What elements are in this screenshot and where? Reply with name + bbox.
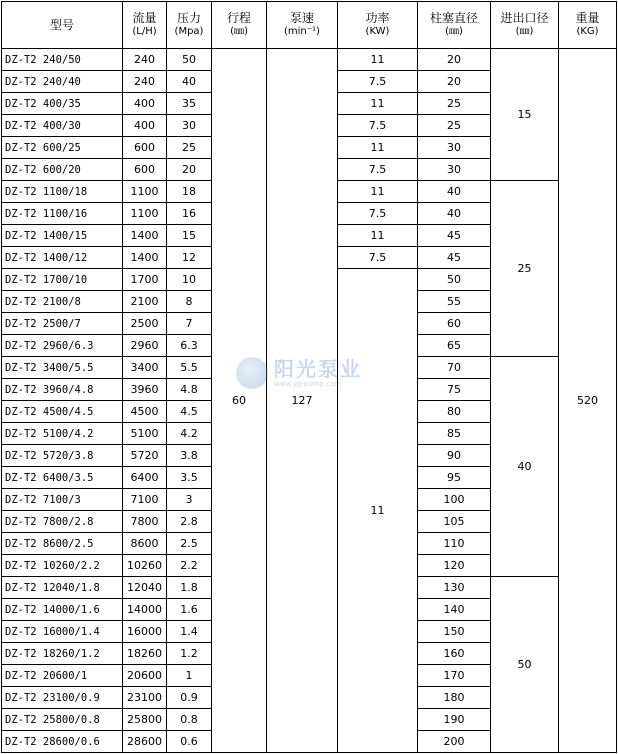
plunger-cell: 130 xyxy=(418,577,491,599)
pressure-cell: 2.5 xyxy=(167,533,212,555)
plunger-cell: 25 xyxy=(418,115,491,137)
pressure-cell: 0.8 xyxy=(167,709,212,731)
model-cell: DZ-T2 23100/0.9 xyxy=(2,687,123,709)
model-cell: DZ-T2 6400/3.5 xyxy=(2,467,123,489)
model-cell: DZ-T2 600/20 xyxy=(2,159,123,181)
pressure-cell: 1.6 xyxy=(167,599,212,621)
power-cell: 11 xyxy=(338,93,418,115)
model-cell: DZ-T2 28600/0.6 xyxy=(2,731,123,753)
model-cell: DZ-T2 25800/0.8 xyxy=(2,709,123,731)
flow-cell: 3960 xyxy=(123,379,167,401)
power-cell: 7.5 xyxy=(338,203,418,225)
model-cell: DZ-T2 1400/15 xyxy=(2,225,123,247)
plunger-cell: 25 xyxy=(418,93,491,115)
power-cell: 7.5 xyxy=(338,247,418,269)
model-cell: DZ-T2 14000/1.6 xyxy=(2,599,123,621)
flow-cell: 10260 xyxy=(123,555,167,577)
pressure-cell: 0.9 xyxy=(167,687,212,709)
flow-cell: 240 xyxy=(123,49,167,71)
flow-cell: 18260 xyxy=(123,643,167,665)
model-cell: DZ-T2 600/25 xyxy=(2,137,123,159)
header-stroke: 行程 (㎜) xyxy=(212,2,267,49)
model-cell: DZ-T2 5100/4.2 xyxy=(2,423,123,445)
pressure-cell: 6.3 xyxy=(167,335,212,357)
flow-cell: 1100 xyxy=(123,203,167,225)
power-cell: 11 xyxy=(338,225,418,247)
pressure-cell: 16 xyxy=(167,203,212,225)
plunger-cell: 180 xyxy=(418,687,491,709)
pressure-cell: 12 xyxy=(167,247,212,269)
plunger-cell: 55 xyxy=(418,291,491,313)
table-row xyxy=(2,49,617,71)
flow-cell: 2100 xyxy=(123,291,167,313)
table-body xyxy=(2,49,617,753)
power-cell: 11 xyxy=(338,181,418,203)
plunger-cell: 85 xyxy=(418,423,491,445)
pressure-cell: 15 xyxy=(167,225,212,247)
pressure-cell: 8 xyxy=(167,291,212,313)
flow-cell: 1400 xyxy=(123,247,167,269)
pressure-cell: 0.6 xyxy=(167,731,212,753)
plunger-cell: 110 xyxy=(418,533,491,555)
watermark-text: 阳光泵业 xyxy=(274,356,362,381)
flow-cell: 12040 xyxy=(123,577,167,599)
header-row xyxy=(2,2,617,49)
plunger-cell: 65 xyxy=(418,335,491,357)
flow-cell: 28600 xyxy=(123,731,167,753)
flow-cell: 4500 xyxy=(123,401,167,423)
pressure-cell: 18 xyxy=(167,181,212,203)
header-model: 型号 xyxy=(2,2,123,49)
flow-cell: 16000 xyxy=(123,621,167,643)
model-cell: DZ-T2 400/35 xyxy=(2,93,123,115)
model-cell: DZ-T2 2500/7 xyxy=(2,313,123,335)
model-cell: DZ-T2 4500/4.5 xyxy=(2,401,123,423)
header-power: 功率 (KW) xyxy=(338,2,418,49)
plunger-cell: 190 xyxy=(418,709,491,731)
pressure-cell: 2.8 xyxy=(167,511,212,533)
port-cell: 25 xyxy=(491,181,559,357)
plunger-cell: 160 xyxy=(418,643,491,665)
model-cell: DZ-T2 1400/12 xyxy=(2,247,123,269)
model-cell: DZ-T2 2100/8 xyxy=(2,291,123,313)
plunger-cell: 200 xyxy=(418,731,491,753)
watermark-url: www.yg-pump.com xyxy=(274,379,342,388)
plunger-cell: 80 xyxy=(418,401,491,423)
power-cell: 7.5 xyxy=(338,159,418,181)
plunger-cell: 120 xyxy=(418,555,491,577)
flow-cell: 2960 xyxy=(123,335,167,357)
flow-cell: 20600 xyxy=(123,665,167,687)
weight-cell: 520 xyxy=(559,49,617,753)
flow-cell: 1100 xyxy=(123,181,167,203)
pressure-cell: 4.8 xyxy=(167,379,212,401)
plunger-cell: 75 xyxy=(418,379,491,401)
pressure-cell: 1.4 xyxy=(167,621,212,643)
model-cell: DZ-T2 20600/1 xyxy=(2,665,123,687)
power-shared-cell: 11 xyxy=(338,269,418,753)
pressure-cell: 10 xyxy=(167,269,212,291)
pump-spec-table xyxy=(1,1,617,753)
model-cell: DZ-T2 400/30 xyxy=(2,115,123,137)
plunger-cell: 40 xyxy=(418,203,491,225)
flow-cell: 23100 xyxy=(123,687,167,709)
plunger-cell: 45 xyxy=(418,225,491,247)
plunger-cell: 70 xyxy=(418,357,491,379)
model-cell: DZ-T2 240/40 xyxy=(2,71,123,93)
flow-cell: 600 xyxy=(123,137,167,159)
pressure-cell: 50 xyxy=(167,49,212,71)
plunger-cell: 50 xyxy=(418,269,491,291)
model-cell: DZ-T2 7100/3 xyxy=(2,489,123,511)
model-cell: DZ-T2 1100/18 xyxy=(2,181,123,203)
flow-cell: 14000 xyxy=(123,599,167,621)
power-cell: 7.5 xyxy=(338,71,418,93)
pressure-cell: 4.5 xyxy=(167,401,212,423)
pressure-cell: 2.2 xyxy=(167,555,212,577)
header-speed: 泵速 (min⁻¹) xyxy=(267,2,338,49)
header-weight: 重量 (KG) xyxy=(559,2,617,49)
pressure-cell: 3.8 xyxy=(167,445,212,467)
flow-cell: 3400 xyxy=(123,357,167,379)
plunger-cell: 20 xyxy=(418,71,491,93)
pressure-cell: 7 xyxy=(167,313,212,335)
plunger-cell: 105 xyxy=(418,511,491,533)
plunger-cell: 140 xyxy=(418,599,491,621)
port-cell: 40 xyxy=(491,357,559,577)
model-cell: DZ-T2 240/50 xyxy=(2,49,123,71)
pressure-cell: 30 xyxy=(167,115,212,137)
pressure-cell: 1 xyxy=(167,665,212,687)
flow-cell: 6400 xyxy=(123,467,167,489)
plunger-cell: 170 xyxy=(418,665,491,687)
flow-cell: 8600 xyxy=(123,533,167,555)
pressure-cell: 20 xyxy=(167,159,212,181)
model-cell: DZ-T2 1700/10 xyxy=(2,269,123,291)
power-cell: 11 xyxy=(338,49,418,71)
header-pressure: 压力 (Mpa) xyxy=(167,2,212,49)
flow-cell: 7800 xyxy=(123,511,167,533)
plunger-cell: 150 xyxy=(418,621,491,643)
power-cell: 11 xyxy=(338,137,418,159)
pressure-cell: 3 xyxy=(167,489,212,511)
plunger-cell: 30 xyxy=(418,137,491,159)
power-cell: 7.5 xyxy=(338,115,418,137)
port-cell: 15 xyxy=(491,49,559,181)
flow-cell: 1400 xyxy=(123,225,167,247)
plunger-cell: 45 xyxy=(418,247,491,269)
model-cell: DZ-T2 1100/16 xyxy=(2,203,123,225)
flow-cell: 600 xyxy=(123,159,167,181)
speed-cell: 127 xyxy=(267,49,338,753)
flow-cell: 2500 xyxy=(123,313,167,335)
flow-cell: 400 xyxy=(123,115,167,137)
flow-cell: 7100 xyxy=(123,489,167,511)
model-cell: DZ-T2 7800/2.8 xyxy=(2,511,123,533)
pressure-cell: 25 xyxy=(167,137,212,159)
pressure-cell: 4.2 xyxy=(167,423,212,445)
model-cell: DZ-T2 5720/3.8 xyxy=(2,445,123,467)
flow-cell: 25800 xyxy=(123,709,167,731)
plunger-cell: 100 xyxy=(418,489,491,511)
plunger-cell: 60 xyxy=(418,313,491,335)
header-flow: 流量 (L/H) xyxy=(123,2,167,49)
model-cell: DZ-T2 3960/4.8 xyxy=(2,379,123,401)
plunger-cell: 90 xyxy=(418,445,491,467)
plunger-cell: 40 xyxy=(418,181,491,203)
model-cell: DZ-T2 12040/1.8 xyxy=(2,577,123,599)
plunger-cell: 95 xyxy=(418,467,491,489)
flow-cell: 400 xyxy=(123,93,167,115)
pressure-cell: 1.8 xyxy=(167,577,212,599)
pressure-cell: 3.5 xyxy=(167,467,212,489)
model-cell: DZ-T2 16000/1.4 xyxy=(2,621,123,643)
model-cell: DZ-T2 10260/2.2 xyxy=(2,555,123,577)
header-port: 进出口径 (㎜) xyxy=(491,2,559,49)
model-cell: DZ-T2 3400/5.5 xyxy=(2,357,123,379)
pressure-cell: 5.5 xyxy=(167,357,212,379)
model-cell: DZ-T2 8600/2.5 xyxy=(2,533,123,555)
model-cell: DZ-T2 18260/1.2 xyxy=(2,643,123,665)
pressure-cell: 40 xyxy=(167,71,212,93)
pressure-cell: 1.2 xyxy=(167,643,212,665)
flow-cell: 5100 xyxy=(123,423,167,445)
model-cell: DZ-T2 2960/6.3 xyxy=(2,335,123,357)
flow-cell: 240 xyxy=(123,71,167,93)
flow-cell: 1700 xyxy=(123,269,167,291)
port-cell: 50 xyxy=(491,577,559,753)
flow-cell: 5720 xyxy=(123,445,167,467)
header-plunger: 柱塞直径 (㎜) xyxy=(418,2,491,49)
stroke-cell: 60 xyxy=(212,49,267,753)
pressure-cell: 35 xyxy=(167,93,212,115)
plunger-cell: 30 xyxy=(418,159,491,181)
plunger-cell: 20 xyxy=(418,49,491,71)
